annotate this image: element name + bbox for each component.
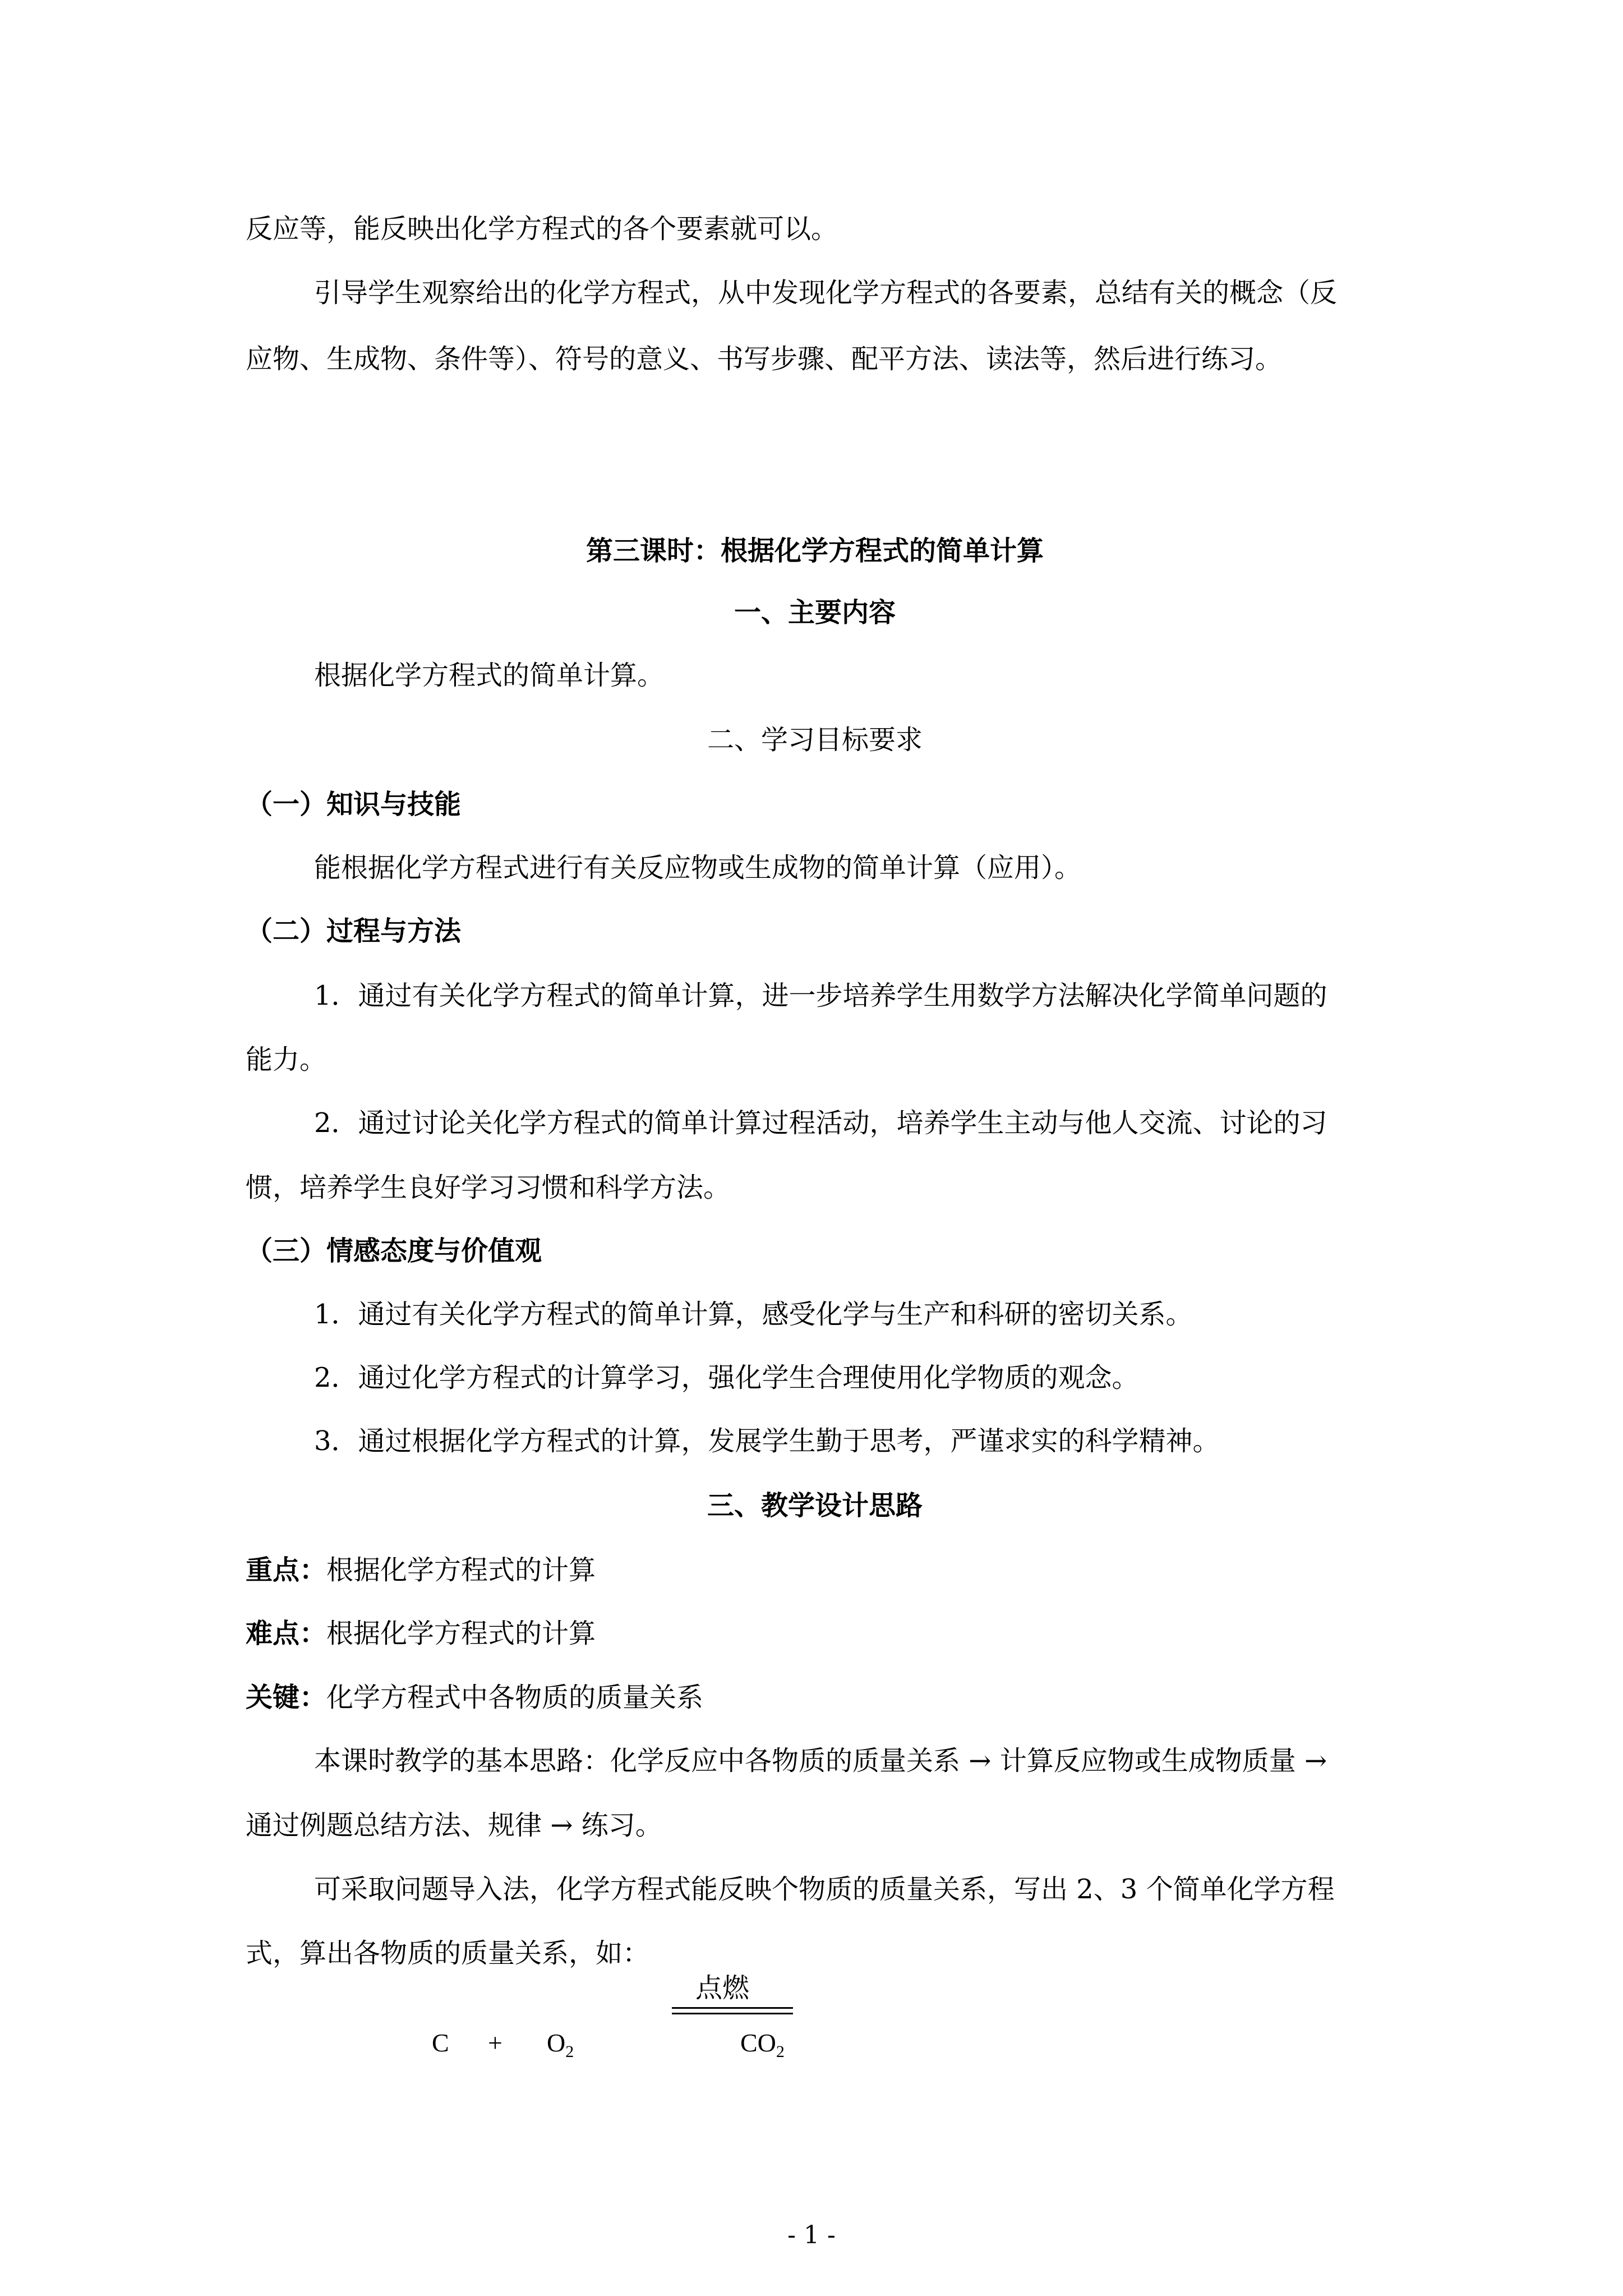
section-heading-design: 三、教学设计思路 xyxy=(707,1490,923,1521)
attitude-item-2: 2．通过化学方程式的计算学习，强化学生合理使用化学物质的观念。 xyxy=(314,1362,1139,1393)
equation-reactant-1: C xyxy=(432,2028,449,2057)
process-item-1-line-1: 1．通过有关化学方程式的简单计算，进一步培养学生用数学方法解决化学简单问题的 xyxy=(314,980,1327,1011)
intro-line-1: 反应等，能反映出化学方程式的各个要素就可以。 xyxy=(246,213,838,245)
difficulty-row xyxy=(246,1616,1384,1651)
process-item-1-line-2: 能力。 xyxy=(246,1044,327,1075)
key-point-label: 重点： xyxy=(246,1554,327,1586)
key-point-row xyxy=(246,1552,1384,1588)
equation-product: $CO_2$ xyxy=(740,2028,785,2062)
key-text: 化学方程式中各物质的质量关系 xyxy=(326,1682,704,1713)
method-line-2: 式，算出各物质的质量关系，如： xyxy=(246,1938,650,1969)
knowledge-text: 能根据化学方程式进行有关反应物或生成物的简单计算（应用）。 xyxy=(314,852,1082,884)
equation-condition: 点燃 xyxy=(695,1972,750,2004)
idea-line-2: 通过例题总结方法、规律 → 练习。 xyxy=(246,1810,662,1841)
subsection-heading-attitude: （三）情感态度与价值观 xyxy=(246,1235,542,1267)
equation-plus: + xyxy=(488,2028,502,2057)
attitude-item-3: 3．通过根据化学方程式的计算，发展学生勤于思考，严谨求实的科学精神。 xyxy=(314,1425,1220,1457)
section-heading-learning-goals: 二、学习目标要求 xyxy=(707,724,923,756)
subsection-heading-process: （二）过程与方法 xyxy=(246,915,462,947)
equation-double-line-bottom xyxy=(672,2013,793,2014)
attitude-item-1: 1．通过有关化学方程式的简单计算，感受化学与生产和科研的密切关系。 xyxy=(314,1299,1193,1330)
equation-double-line-top xyxy=(672,2007,793,2009)
key-label: 关键： xyxy=(246,1682,327,1713)
difficulty-text: 根据化学方程式的计算 xyxy=(326,1618,596,1649)
key-point-text: 根据化学方程式的计算 xyxy=(326,1554,596,1586)
process-item-2-line-1: 2．通过讨论关化学方程式的简单计算过程活动，培养学生主动与他人交流、讨论的习 xyxy=(314,1107,1327,1139)
lesson-title: 第三课时：根据化学方程式的简单计算 xyxy=(585,535,1044,567)
subsection-heading-knowledge: （一）知识与技能 xyxy=(246,789,462,820)
section-heading-main-content: 一、主要内容 xyxy=(734,597,896,628)
page-number: - 1 - xyxy=(787,2221,836,2249)
intro-line-3: 应物、生成物、条件等）、符号的意义、书写步骤、配平方法、读法等，然后进行练习。 xyxy=(246,343,1283,375)
key-row xyxy=(246,1680,1384,1715)
idea-line-1: 本课时教学的基本思路：化学反应中各物质的质量关系 → 计算反应物或生成物质量 → xyxy=(314,1745,1327,1777)
intro-line-2: 引导学生观察给出的化学方程式，从中发现化学方程式的各要素，总结有关的概念（反 xyxy=(314,277,1338,309)
equation-reactant-2: $O_2$ xyxy=(547,2028,574,2062)
process-item-2-line-2: 惯，培养学生良好学习习惯和科学方法。 xyxy=(246,1172,731,1203)
main-content-text: 根据化学方程式的简单计算。 xyxy=(314,660,665,691)
method-line-1: 可采取问题导入法，化学方程式能反映个物质的质量关系，写出 2、3 个简单化学方程 xyxy=(314,1874,1335,1905)
difficulty-label: 难点： xyxy=(246,1618,327,1649)
